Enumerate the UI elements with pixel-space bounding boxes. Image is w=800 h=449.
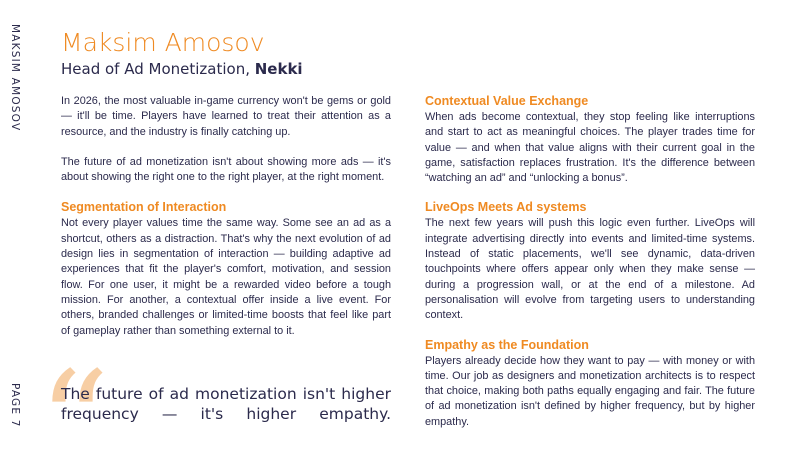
- section-body-contextual: When ads become contextual, they stop feeling like interruptions and start to act as meaningful choices. The player trades time for value — and when that value aligns with their current goal in the game, satisfaction replaces frustration. It's the difference between “watching an ad” and “unlocking a bonus”.: [425, 111, 755, 185]
- pull-quote-text: The future of ad monetization isn't higher frequency — it's higher empathy.: [61, 385, 391, 423]
- right-column: [425, 94, 755, 444]
- section-title-segmentation: Segmentation of Interaction: [61, 200, 227, 215]
- section-title-contextual: Contextual Value Exchange: [425, 94, 589, 108]
- vertical-author-label: MAKSIM AMOSOV: [9, 24, 21, 132]
- section-body-segmentation: Not every player values time the same way. Some see an ad as a shortcut, others as a distraction. That's why the next evolution of ad design lies in segmentation of interaction — building adaptive ad experiences that fit the player's comfort, motivation, and session flow. For one user, it might be a rewarded video before a tough mission. For another, a contextual offer inside a live event. For others, branded challenges or limited-time boosts that feel like part of gameplay rather than something external to it.: [61, 217, 391, 337]
- section-title-empathy: Empathy as the Foundation: [425, 337, 589, 352]
- pull-quote: [38, 342, 393, 449]
- section-title-liveops: LiveOps Meets Ad systems: [425, 200, 587, 215]
- intro-paragraph-1: In 2026, the most valuable in-game currency won't be gems or gold — it'll be time. Players have learned to treat their attention as a resource, and the industry is finally catching up.: [61, 95, 391, 138]
- section-body-liveops: The next few years will push this logic even further. LiveOps will integrate advertising directly into events and limited-time systems. Instead of static placements, we'll see dynamic, data-driven touchpoints where offers appear only when they make sense — during a progression wall, or at the end of a milestone. Ad personalisation will evolve from targeting users to understanding context.: [425, 217, 755, 322]
- vertical-page-label: PAGE 7: [9, 383, 21, 428]
- role-title: Head of Ad Monetization,: [61, 60, 255, 78]
- author-name: Maksim Amosov: [61, 28, 265, 57]
- left-column: [61, 94, 391, 354]
- section-body-empathy: Players already decide how they want to pay — with money or with time. Our job as designers and monetization architects is to respect that choice, making both paths equally engaging and fair. The future of ad monetization isn't defined by higher frequency, but by higher empathy.: [425, 354, 755, 428]
- quote-mark-icon: “: [38, 342, 110, 449]
- company-name: Nekki: [254, 60, 303, 78]
- author-role: [61, 60, 303, 79]
- intro-paragraph-2: The future of ad monetization isn't about showing more ads — it's about showing the right one to the right player, at the right moment.: [61, 155, 391, 184]
